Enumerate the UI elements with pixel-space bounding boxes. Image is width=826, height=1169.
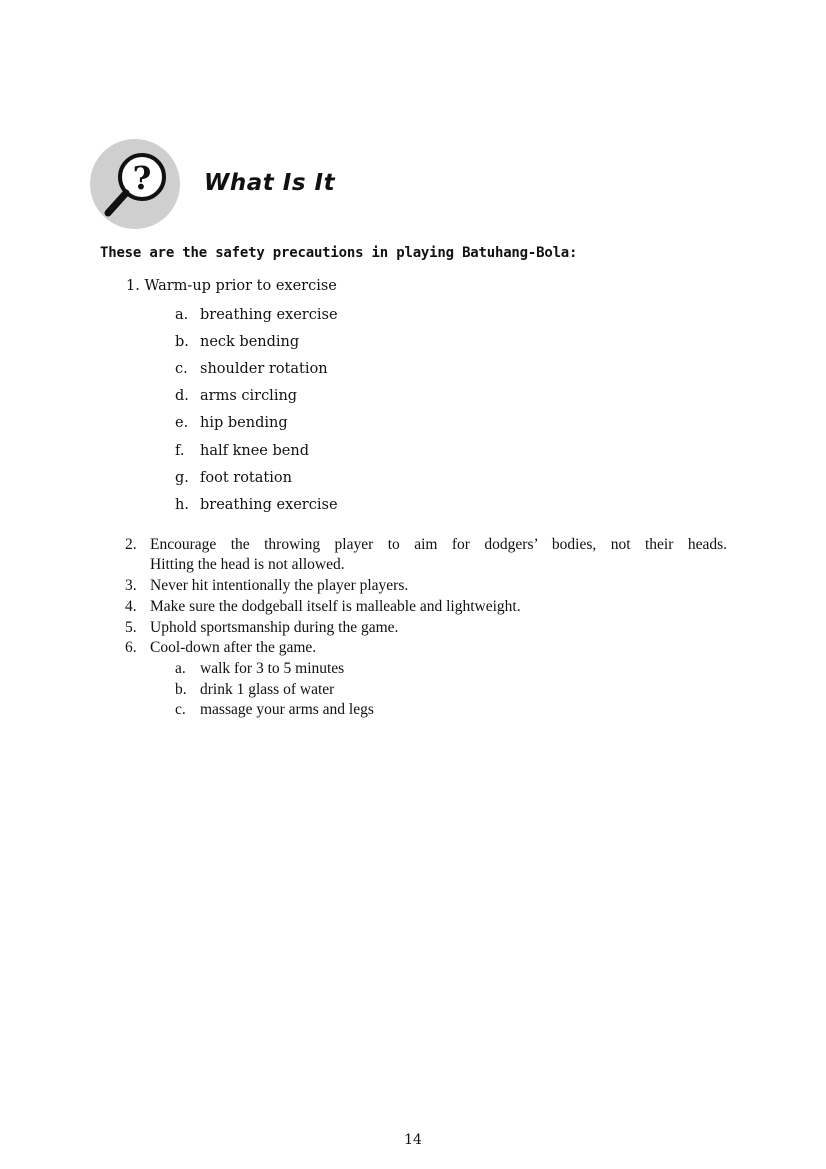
warmup-subitem-label: e. <box>175 415 189 432</box>
cooldown-subitem-text: massage your arms and legs <box>200 701 374 719</box>
svg-text:?: ? <box>132 159 152 197</box>
list-item-2-text: Encourage the throwing player to aim for dodgers’ bodies, not their heads. <box>150 536 727 553</box>
cooldown-subitem-text: drink 1 glass of water <box>200 680 335 698</box>
cooldown-subitem-label: a. <box>175 660 186 677</box>
list-item-4-text: Make sure the dodgeball itself is malleable and lightweight. <box>150 598 521 615</box>
cooldown-subitem-label: c. <box>175 701 186 719</box>
list-item-3-text: Never hit intentionally the player players. <box>150 577 409 594</box>
cooldown-subitem-text: walk for 3 to 5 minutes <box>200 660 345 677</box>
list-item-6-label: 6. <box>125 639 137 656</box>
warmup-subitem-text: hip bending <box>200 415 288 432</box>
warmup-subitem-text: neck bending <box>200 334 300 351</box>
list-item-3-label: 3. <box>125 577 137 594</box>
list-item-6-text: Cool-down after the game. <box>150 639 317 656</box>
warmup-subitem-label: a. <box>175 307 189 323</box>
warmup-subitem-text: arms circling <box>200 388 298 405</box>
warmup-subitem-label: c. <box>175 361 188 378</box>
list-item-1 <box>126 276 337 296</box>
warmup-subitem-label: g. <box>175 469 189 486</box>
page-number: 14 <box>404 1132 422 1148</box>
warmup-subitem-text: half knee bend <box>200 442 309 459</box>
warmup-subitem-text: shoulder rotation <box>200 361 328 378</box>
warmup-subitem-label: f. <box>175 442 185 459</box>
section-title: What Is It <box>204 170 336 196</box>
magnifier-question-icon <box>90 139 180 229</box>
warmup-subitem-label: d. <box>175 388 189 405</box>
list-item-5-text: Uphold sportsmanship during the game. <box>150 619 399 636</box>
warmup-subitem-text: foot rotation <box>200 469 292 486</box>
warmup-subitem-text: breathing exercise <box>200 307 338 323</box>
item-text: Warm-up prior to exercise <box>144 278 337 294</box>
warmup-subitem-text: breathing exercise <box>200 496 338 513</box>
list-item-4-label: 4. <box>125 598 137 615</box>
list-item-2-continuation: Hitting the head is not allowed. <box>150 556 345 573</box>
warmup-subitem-label: h. <box>175 496 189 513</box>
warmup-subitem-label: b. <box>175 334 189 351</box>
intro-heading: These are the safety precautions in playing Batuhang-Bola: <box>100 245 578 261</box>
item-number: 1. <box>126 278 140 294</box>
list-item-2-label: 2. <box>125 536 137 553</box>
list-item-5-label: 5. <box>125 619 137 636</box>
cooldown-subitem-label: b. <box>175 680 187 698</box>
